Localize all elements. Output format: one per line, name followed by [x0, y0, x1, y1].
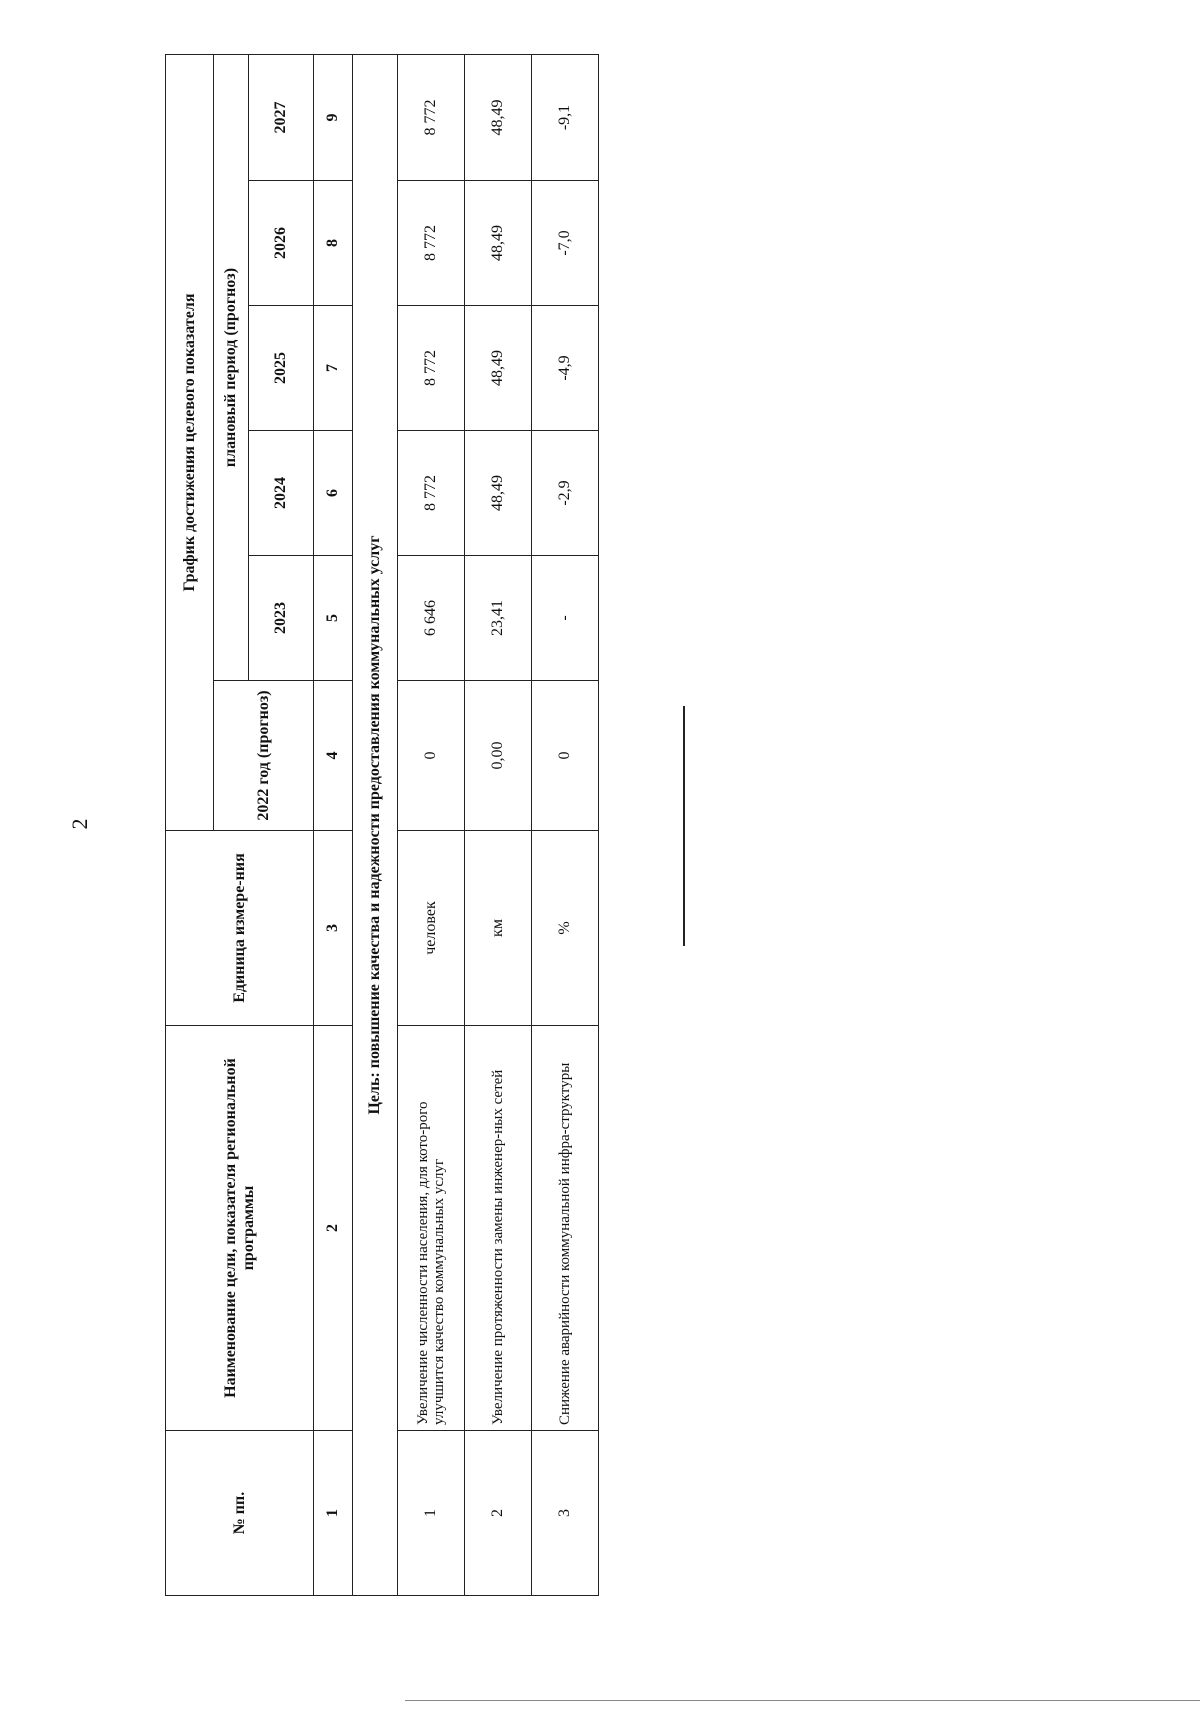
header-unit: Единица измере-ния — [166, 831, 314, 1026]
header-year-2025: 2025 — [249, 306, 314, 431]
header-base-year: 2022 год (прогноз) — [214, 681, 314, 831]
header-year-2026: 2026 — [249, 181, 314, 306]
value-cell: -7,0 — [532, 181, 599, 306]
indicator-unit: человек — [398, 831, 465, 1026]
column-number: 3 — [314, 831, 353, 1026]
column-number: 4 — [314, 681, 353, 831]
header-year-2023: 2023 — [249, 556, 314, 681]
value-cell: 48,49 — [465, 181, 532, 306]
end-rule-divider — [683, 706, 685, 946]
value-cell: -2,9 — [532, 431, 599, 556]
indicator-unit: км — [465, 831, 532, 1026]
column-number: 9 — [314, 54, 353, 180]
value-cell: 23,41 — [465, 556, 532, 681]
value-cell: -4,9 — [532, 306, 599, 431]
goal-row — [353, 54, 398, 1595]
header-year-2027: 2027 — [249, 54, 314, 180]
value-cell: 48,49 — [465, 431, 532, 556]
row-number: 2 — [465, 1431, 532, 1596]
table-row — [398, 54, 465, 1595]
value-cell: 8 772 — [398, 431, 465, 556]
goal-text: Цель: повышение качества и надежности предоставления коммунальных услуг — [353, 54, 398, 1595]
header-number: № пп. — [166, 1431, 314, 1596]
column-number: 7 — [314, 306, 353, 431]
header-planned-period: плановый период (прогноз) — [214, 54, 249, 680]
column-number: 6 — [314, 431, 353, 556]
value-cell: 0,00 — [465, 681, 532, 831]
value-cell: 48,49 — [465, 306, 532, 431]
value-cell: 6 646 — [398, 556, 465, 681]
value-cell: 0 — [532, 681, 599, 831]
indicator-unit: % — [532, 831, 599, 1026]
indicator-table — [165, 54, 599, 1596]
column-number-row — [314, 54, 353, 1595]
value-cell: - — [532, 556, 599, 681]
indicator-name: Увеличение численности населения, для кото-рого улучшится качество коммунальных услуг — [398, 1026, 465, 1431]
table-row — [465, 54, 532, 1595]
table-row — [532, 54, 599, 1595]
column-number: 8 — [314, 181, 353, 306]
indicator-table-container — [165, 55, 590, 1596]
value-cell: 8 772 — [398, 181, 465, 306]
value-cell: 8 772 — [398, 306, 465, 431]
header-schedule: График достижения целевого показателя — [166, 54, 214, 830]
indicator-name: Увеличение протяженности замены инженер-ных сетей — [465, 1026, 532, 1431]
header-year-2024: 2024 — [249, 431, 314, 556]
column-number: 1 — [314, 1431, 353, 1596]
column-number: 2 — [314, 1026, 353, 1431]
page-number: 2 — [67, 818, 92, 830]
value-cell: -9,1 — [532, 54, 599, 180]
value-cell: 48,49 — [465, 54, 532, 180]
value-cell: 0 — [398, 681, 465, 831]
row-number: 1 — [398, 1431, 465, 1596]
scan-edge-line — [405, 1700, 1200, 1701]
column-number: 5 — [314, 556, 353, 681]
value-cell: 8 772 — [398, 54, 465, 180]
row-number: 3 — [532, 1431, 599, 1596]
header-name: Наименование цели, показателя региональной программы — [166, 1026, 314, 1431]
indicator-name: Снижение аварийности коммунальной инфра-структуры — [532, 1026, 599, 1431]
